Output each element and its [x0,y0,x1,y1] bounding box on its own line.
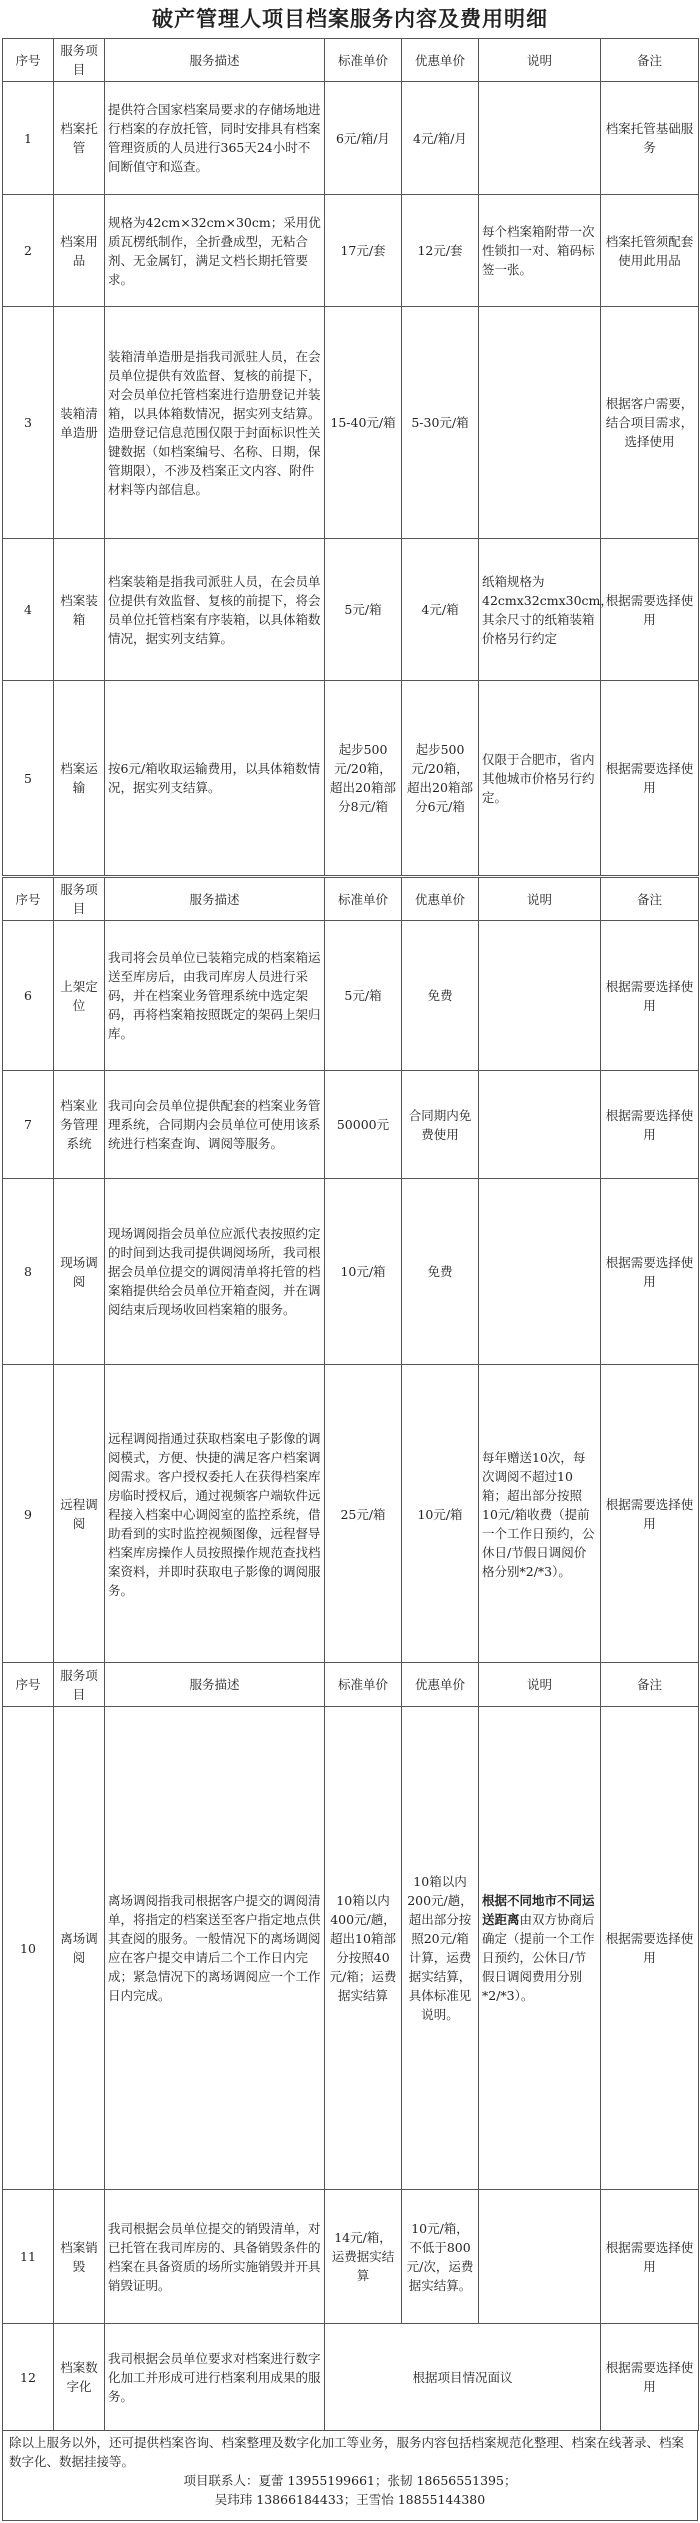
row-std-price: 25元/箱 [325,1365,402,1664]
header-note: 说明 [479,878,601,921]
row-disc-price: 免费 [402,1179,479,1365]
row-item: 档案销毁 [54,2190,105,2324]
row-no: 12 [3,2324,54,2431]
row-std-price: 起步500元/20箱，超出20箱部分8元/箱 [325,681,402,876]
row-item: 装箱清单造册 [54,307,105,539]
row-disc-price: 起步500元/20箱，超出20箱部分6元/箱 [402,681,479,876]
row-note-text: 由双方协商后确定（提前一个工作日预约，公休日/节假日调阅费用分别*2/*3）。 [482,1912,595,2003]
row-remark: 根据需要选择使用 [601,1179,699,1365]
row-no: 2 [3,195,54,307]
fee-table-part-3 [2,1662,699,2431]
row-note [479,307,601,539]
row-remark: 档案托管基础服务 [601,82,699,195]
contacts-line-1: 项目联系人：夏蕾 13955199661；张韧 18656551395； [183,2473,517,2488]
row-note [479,1071,601,1179]
header-desc: 服务描述 [105,1663,325,1707]
table-row [3,307,699,539]
row-desc: 我司将会员单位已装箱完成的档案箱运送至库房后，由我司库房人员进行采码，并在档案业务管理系统中选定架码，再将档案箱按照既定的架码上架归库。 [105,921,325,1071]
row-disc-price: 免费 [402,921,479,1071]
row-note [479,1179,601,1365]
header-disc-price: 优惠单价 [402,1663,479,1707]
fee-table-part-1 [2,38,699,876]
row-note: 纸箱规格为42cmx32cmx30cm，其余尺寸的纸箱装箱价格另行约定 [479,539,601,681]
row-std-price: 50000元 [325,1071,402,1179]
table-row [3,82,699,195]
row-std-price: 5元/箱 [325,539,402,681]
table-header-row [3,1663,699,1707]
header-no: 序号 [3,39,54,82]
row-note [479,1707,601,2190]
row-no: 1 [3,82,54,195]
row-note [479,82,601,195]
fee-table-part-2 [2,877,699,1664]
contacts-line-2: 吴玮玮 13866184433；王雪怡 18855144380 [214,2492,486,2507]
row-remark: 根据需要选择使用 [601,2324,699,2431]
footer-note [2,2430,698,2521]
row-item: 远程调阅 [54,1365,105,1664]
row-remark: 档案托管须配套使用此用品 [601,195,699,307]
row-remark: 根据客户需要，结合项目需求，选择使用 [601,307,699,539]
document-title: 破产管理人项目档案服务内容及费用明细 [152,6,548,31]
row-disc-price: 5-30元/箱 [402,307,479,539]
row-desc: 远程调阅指通过获取档案电子影像的调阅模式，方便、快捷的满足客户档案调阅需求。客户授权委托人在获得档案库房临时授权后，通过视频客户端软件远程接入档案中心调阅室的监控系统，借助看到的实时监控视频图像，远程督导档案库房操作人员按照操作规范查找档案资料，并即时获取电子影像的调阅服务。 [105,1365,325,1664]
row-disc-price: 4元/箱/月 [402,82,479,195]
row-std-price: 6元/箱/月 [325,82,402,195]
row-note: 每年赠送10次，每次调阅不超过10箱；超出部分按照10元/箱收费（提前一个工作日预约，公休日/节假日调阅价格分别*2/*3）。 [479,1365,601,1664]
row-desc: 规格为42cm×32cm×30cm；采用优质瓦楞纸制作，全折叠成型，无粘合剂、无金属钉，满足文档长期托管要求。 [105,195,325,307]
row-note [479,921,601,1071]
header-std-price: 标准单价 [325,39,402,82]
row-item: 档案数字化 [54,2324,105,2431]
row-no: 6 [3,921,54,1071]
row-note: 每个档案箱附带一次性锁扣一对、箱码标签一张。 [479,195,601,307]
row-item: 现场调阅 [54,1179,105,1365]
header-disc-price: 优惠单价 [402,39,479,82]
header-remark: 备注 [601,39,699,82]
row-desc: 我司向会员单位提供配套的档案业务管理系统，合同期内会员单位可使用该系统进行档案查询、调阅等服务。 [105,1071,325,1179]
row-note [479,2190,601,2324]
row-remark: 根据需要选择使用 [601,1071,699,1179]
row-remark: 根据需要选择使用 [601,1707,699,2190]
footer-text: 除以上服务以外，还可提供档案咨询、档案整理及数字化加工等业务，服务内容包括档案规范化整理、档案在线著录、档案数字化、数据挂接等。 [9,2435,685,2469]
table-row [3,195,699,307]
row-item: 档案托管 [54,82,105,195]
row-desc: 我司根据会员单位提交的销毁清单，对已托管在我司库房的、具备销毁条件的档案在具备资质的场所实施销毁并开具销毁证明。 [105,2190,325,2324]
row-std-price: 17元/套 [325,195,402,307]
table-row [3,2190,699,2324]
row-desc: 离场调阅指我司根据客户提交的调阅清单，将指定的档案送至客户指定地点供其查阅的服务。一般情况下的离场调阅应在客户提交申请后二个工作日内完成；紧急情况下的离场调阅应一个工作日内完成。 [105,1707,325,2190]
header-item: 服务项目 [54,878,105,921]
row-remark: 根据需要选择使用 [601,921,699,1071]
row-remark: 根据需要选择使用 [601,1365,699,1664]
row-note-emphasis: 根据不同地市不同运送距离 [482,1893,595,1927]
row-item: 上架定位 [54,921,105,1071]
header-no: 序号 [3,1663,54,1707]
row-price-merged: 根据项目情况面议 [325,2324,601,2431]
row-item: 档案用品 [54,195,105,307]
header-desc: 服务描述 [105,39,325,82]
row-std-price: 10元/箱 [325,1179,402,1365]
row-disc-price: 10元/箱 [402,1365,479,1664]
header-disc-price: 优惠单价 [402,878,479,921]
row-disc-price: 10箱以内200元/趟，超出部分按照20元/箱计算，运费据实结算，具体标准见说明。 [402,1707,479,2190]
header-note: 说明 [479,1663,601,1707]
row-desc: 提供符合国家档案局要求的存储场地进行档案的存放托管，同时安排具有档案管理资质的人员进行365天24小时不间断值守和巡查。 [105,82,325,195]
table-row [3,1179,699,1365]
row-desc: 按6元/箱收取运输费用，以具体箱数情况，据实列支结算。 [105,681,325,876]
row-remark: 根据需要选择使用 [601,681,699,876]
table-header-row [3,878,699,921]
table-header-row [3,39,699,82]
row-std-price: 10箱以内400元/趟，超出10箱部分按照40元/箱；运费据实结算 [325,1707,402,2190]
row-item: 离场调阅 [54,1707,105,2190]
header-item: 服务项目 [54,1663,105,1707]
table-row [3,2324,699,2431]
row-no: 3 [3,307,54,539]
header-desc: 服务描述 [105,878,325,921]
row-disc-price: 12元/套 [402,195,479,307]
row-disc-price: 4元/箱 [402,539,479,681]
row-std-price: 14元/箱，运费据实结算 [325,2190,402,2324]
row-item: 档案运输 [54,681,105,876]
row-std-price: 5元/箱 [325,921,402,1071]
header-std-price: 标准单价 [325,878,402,921]
row-desc: 现场调阅指会员单位应派代表按照约定的时间到达我司提供调阅场所，我司根据会员单位提交的调阅清单将托管的档案箱提供给会员单位开箱查阅，并在调阅结束后现场收回档案箱的服务。 [105,1179,325,1365]
table-row [3,681,699,876]
row-desc: 我司根据会员单位要求对档案进行数字化加工并形成可进行档案利用成果的服务。 [105,2324,325,2431]
row-item: 档案业务管理系统 [54,1071,105,1179]
header-note: 说明 [479,39,601,82]
row-no: 11 [3,2190,54,2324]
row-no: 5 [3,681,54,876]
table-row [3,1365,699,1664]
table-row [3,921,699,1071]
row-no: 9 [3,1365,54,1664]
table-row [3,1071,699,1179]
row-desc: 档案装箱是指我司派驻人员，在会员单位提供有效监督、复核的前提下，将会员单位托管档案有序装箱，以具体箱数情况，据实列支结算。 [105,539,325,681]
row-disc-price: 10元/箱，不低于800元/次，运费据实结算。 [402,2190,479,2324]
header-remark: 备注 [601,1663,699,1707]
row-no: 7 [3,1071,54,1179]
row-remark: 根据需要选择使用 [601,2190,699,2324]
row-disc-price: 合同期内免费使用 [402,1071,479,1179]
header-remark: 备注 [601,878,699,921]
header-std-price: 标准单价 [325,1663,402,1707]
row-no: 10 [3,1707,54,2190]
row-remark: 根据需要选择使用 [601,539,699,681]
table-row [3,1707,699,2190]
header-item: 服务项目 [54,39,105,82]
table-row [3,539,699,681]
header-no: 序号 [3,878,54,921]
row-note: 仅限于合肥市，省内其他城市价格另行约定。 [479,681,601,876]
row-item: 档案装箱 [54,539,105,681]
row-std-price: 15-40元/箱 [325,307,402,539]
row-no: 4 [3,539,54,681]
row-desc: 装箱清单造册是指我司派驻人员，在会员单位提供有效监督、复核的前提下，对会员单位托管档案进行造册登记并装箱，以具体箱数情况，据实列支结算。造册登记信息范围仅限于封面标识性关键数据（如档案编号、名称、日期，保管期限），不涉及档案正文内容、附件材料等内部信息。 [105,307,325,539]
row-no: 8 [3,1179,54,1365]
